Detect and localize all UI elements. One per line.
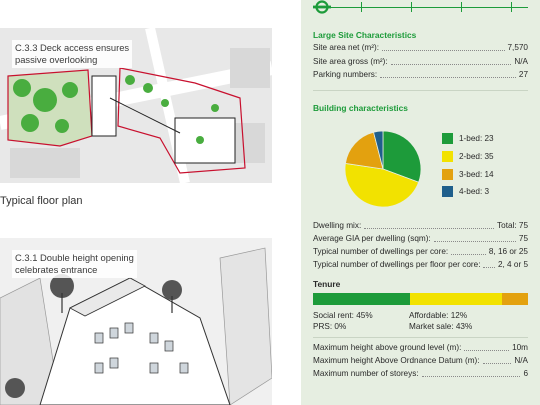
tenure-market-sale: Market sale: 43%	[409, 322, 473, 331]
legend-label: 3-bed: 14	[459, 170, 494, 179]
legend-label: 2-bed: 35	[459, 152, 494, 161]
building-title: Building characteristics	[313, 103, 408, 113]
plan-caption-line2: passive overlooking	[15, 54, 98, 65]
row-max-height-ground	[313, 342, 528, 353]
plan-caption	[12, 40, 132, 68]
scale-tick	[411, 2, 412, 12]
row-label: Maximum number of storeys:	[313, 369, 419, 378]
divider	[313, 337, 528, 338]
site-plan-image	[0, 28, 272, 183]
row-parking	[313, 69, 528, 80]
row-max-storeys	[313, 368, 528, 379]
tenure-segment-market-sale	[410, 293, 502, 305]
iso-caption	[12, 250, 137, 278]
tenure-segment-social-rent	[313, 293, 410, 305]
legend-item-4-bed	[442, 186, 489, 197]
tenure-segment-affordable	[502, 293, 528, 305]
leader-dots	[364, 228, 494, 229]
row-label: Average GIA per dwelling (sqm):	[313, 234, 431, 243]
row-label: Site area net (m²):	[313, 43, 379, 52]
tenure-social-rent: Social rent: 45%	[313, 311, 373, 320]
row-value: 2, 4 or 5	[497, 260, 528, 269]
row-label: Maximum height Above Ordnance Datum (m):	[313, 356, 480, 365]
floor-plan-label: Typical floor plan	[0, 195, 83, 207]
row-label: Dwelling mix:	[313, 221, 362, 230]
row-dwelling-mix	[313, 220, 528, 231]
row-value: Total: 75	[497, 221, 528, 230]
tenure-bar	[313, 293, 528, 305]
leader-dots	[422, 376, 521, 377]
leader-dots	[464, 350, 509, 351]
tenure-affordable: Affordable: 12%	[409, 311, 468, 320]
leader-dots	[483, 363, 512, 364]
row-value: 27	[518, 70, 528, 79]
dwelling-mix-pie	[338, 124, 428, 214]
leader-dots	[451, 254, 486, 255]
row-dwellings-per-core	[313, 246, 528, 257]
iso-caption-line1: C.3.1 Double height opening	[15, 252, 134, 263]
divider	[313, 90, 528, 91]
row-value: 8, 16 or 25	[488, 247, 528, 256]
legend-label: 1-bed: 23	[459, 134, 494, 143]
iso-caption-line2: celebrates entrance	[15, 264, 98, 275]
row-label: Maximum height above ground level (m):	[313, 343, 462, 352]
row-site-area-gross	[313, 56, 528, 67]
row-value: N/A	[514, 57, 528, 66]
leader-dots	[380, 77, 516, 78]
legend-swatch	[442, 151, 453, 162]
row-average-gia	[313, 233, 528, 244]
row-label: Site area gross (m²):	[313, 57, 388, 66]
row-label: Parking numbers:	[313, 70, 378, 79]
leader-dots	[483, 267, 494, 268]
row-site-area-net	[313, 42, 528, 53]
leader-dots	[391, 64, 512, 65]
roundel-icon	[313, 0, 331, 14]
row-value: 75	[518, 234, 528, 243]
legend-label: 4-bed: 3	[459, 187, 490, 196]
row-label: Typical number of dwellings per core:	[313, 247, 449, 256]
legend-item-3-bed	[442, 169, 494, 180]
characteristics-panel	[301, 0, 540, 405]
row-value: 6	[523, 369, 528, 378]
row-value: N/A	[514, 356, 528, 365]
legend-item-1-bed	[442, 133, 494, 144]
row-max-height-aod	[313, 355, 528, 366]
row-value: 10m	[512, 343, 528, 352]
legend-item-2-bed	[442, 151, 494, 162]
row-dwellings-per-floor	[313, 259, 528, 270]
scale-tick	[461, 2, 462, 12]
scale-tick	[511, 2, 512, 12]
large-site-title: Large Site Characteristics	[313, 30, 417, 40]
legend-swatch	[442, 186, 453, 197]
isometric-image	[0, 238, 272, 405]
tenure-title: Tenure	[313, 279, 341, 289]
row-value: 7,570	[507, 43, 528, 52]
plan-caption-line1: C.3.3 Deck access ensures	[15, 42, 130, 53]
legend-swatch	[442, 169, 453, 180]
scale-tick	[361, 2, 362, 12]
leader-dots	[434, 241, 516, 242]
logo-row	[313, 0, 528, 16]
row-label: Typical number of dwellings per floor per core:	[313, 260, 481, 269]
legend-swatch	[442, 133, 453, 144]
leader-dots	[382, 50, 505, 51]
tenure-prs: PRS: 0%	[313, 322, 347, 331]
